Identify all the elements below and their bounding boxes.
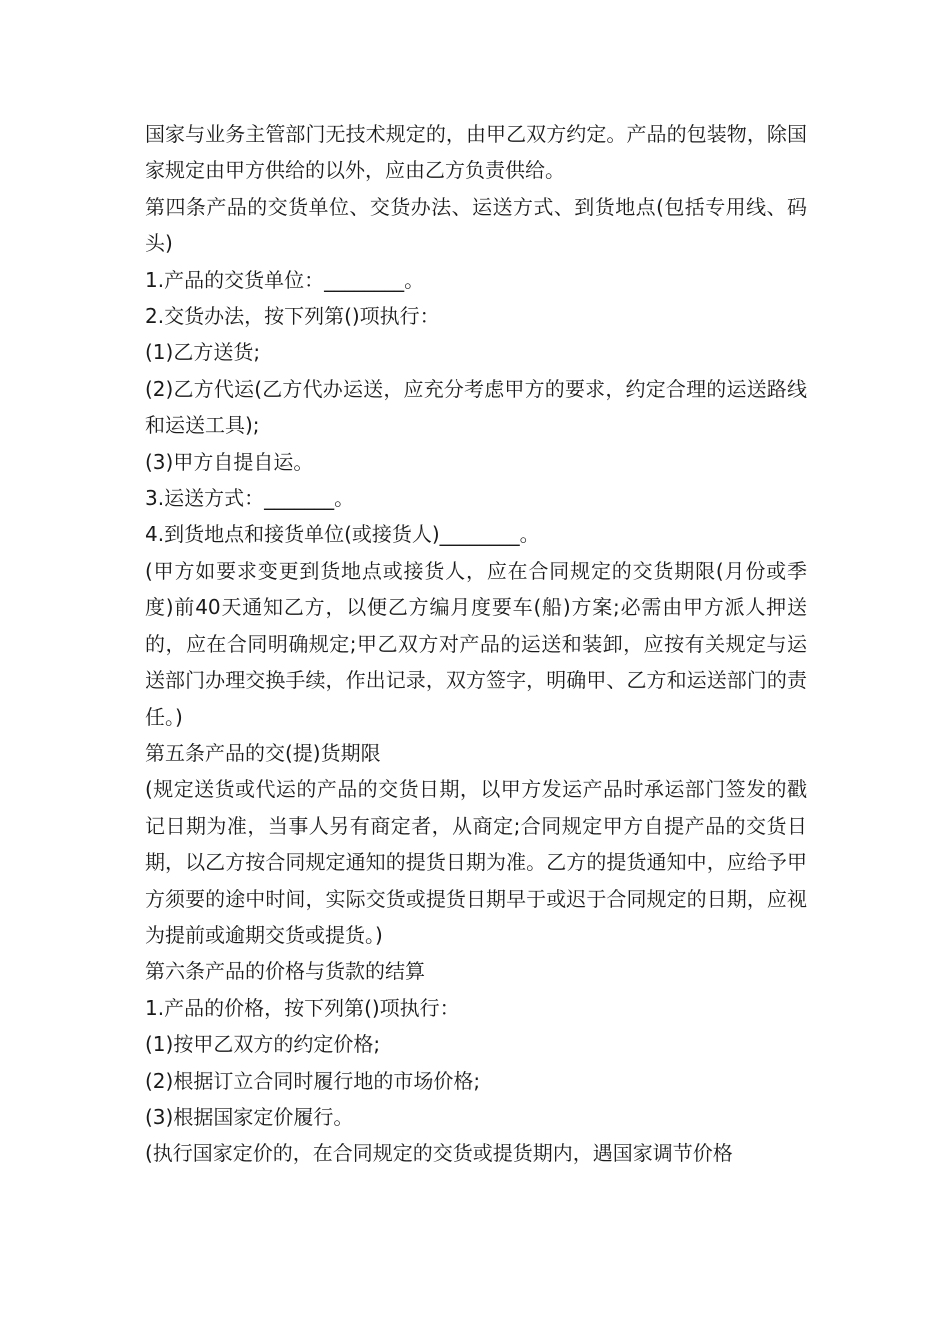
list-item: 1.产品的价格，按下列第()项执行：: [145, 995, 460, 1020]
article-heading: 第五条产品的交(提)货期限: [145, 740, 381, 765]
list-item: 1.产品的交货单位：________。: [145, 267, 425, 292]
list-item: 4.到货地点和接货单位(或接货人)________。: [145, 522, 540, 547]
list-item: (2)根据订立合同时履行地的市场价格;: [145, 1068, 481, 1093]
list-item: (3)根据国家定价履行。: [145, 1104, 354, 1129]
article-heading: 第四条产品的交货单位、交货办法、运送方式、到货地点(包括专用线、码头): [145, 194, 807, 256]
article-heading: 第六条产品的价格与货款的结算: [145, 959, 425, 984]
paragraph: 国家与业务主管部门无技术规定的，由甲乙双方约定。产品的包装物，除国家规定由甲方供给的以外，应由乙方负责供给。: [145, 122, 807, 183]
list-item: (1)乙方送货;: [145, 340, 261, 365]
list-item: (1)按甲乙双方的约定价格;: [145, 1032, 381, 1057]
document-page: [145, 116, 807, 1172]
list-item: 2.交货办法，按下列第()项执行：: [145, 304, 440, 329]
list-item: 3.运送方式：_______。: [145, 486, 355, 511]
paragraph: (规定送货或代运的产品的交货日期，以甲方发运产品时承运部门签发的戳记日期为准，当事人另有商定者，从商定;合同规定甲方自提产品的交货日期，以乙方按合同规定通知的提货日期为准。乙方的提货通知中，应给予甲方须要的途中时间，实际交货或提货日期早于或迟于合同规定的日期，应视为提前或逾期交货或提货。): [145, 777, 807, 947]
list-item: (3)甲方自提自运。: [145, 449, 314, 474]
paragraph: (甲方如要求变更到货地点或接货人，应在合同规定的交货期限(月份或季度)前40天通知乙方，以便乙方编月度要车(船)方案;必需由甲方派人押送的，应在合同明确规定;甲乙双方对产品的运送和装卸，应按有关规定与运送部门办理交换手续，作出记录，双方签字，明确甲、乙方和运送部门的责任。): [145, 558, 807, 729]
paragraph: (执行国家定价的，在合同规定的交货或提货期内，遇国家调节价格: [145, 1141, 733, 1166]
list-item: (2)乙方代运(乙方代办运送，应充分考虑甲方的要求，约定合理的运送路线和运送工具);: [145, 376, 807, 438]
